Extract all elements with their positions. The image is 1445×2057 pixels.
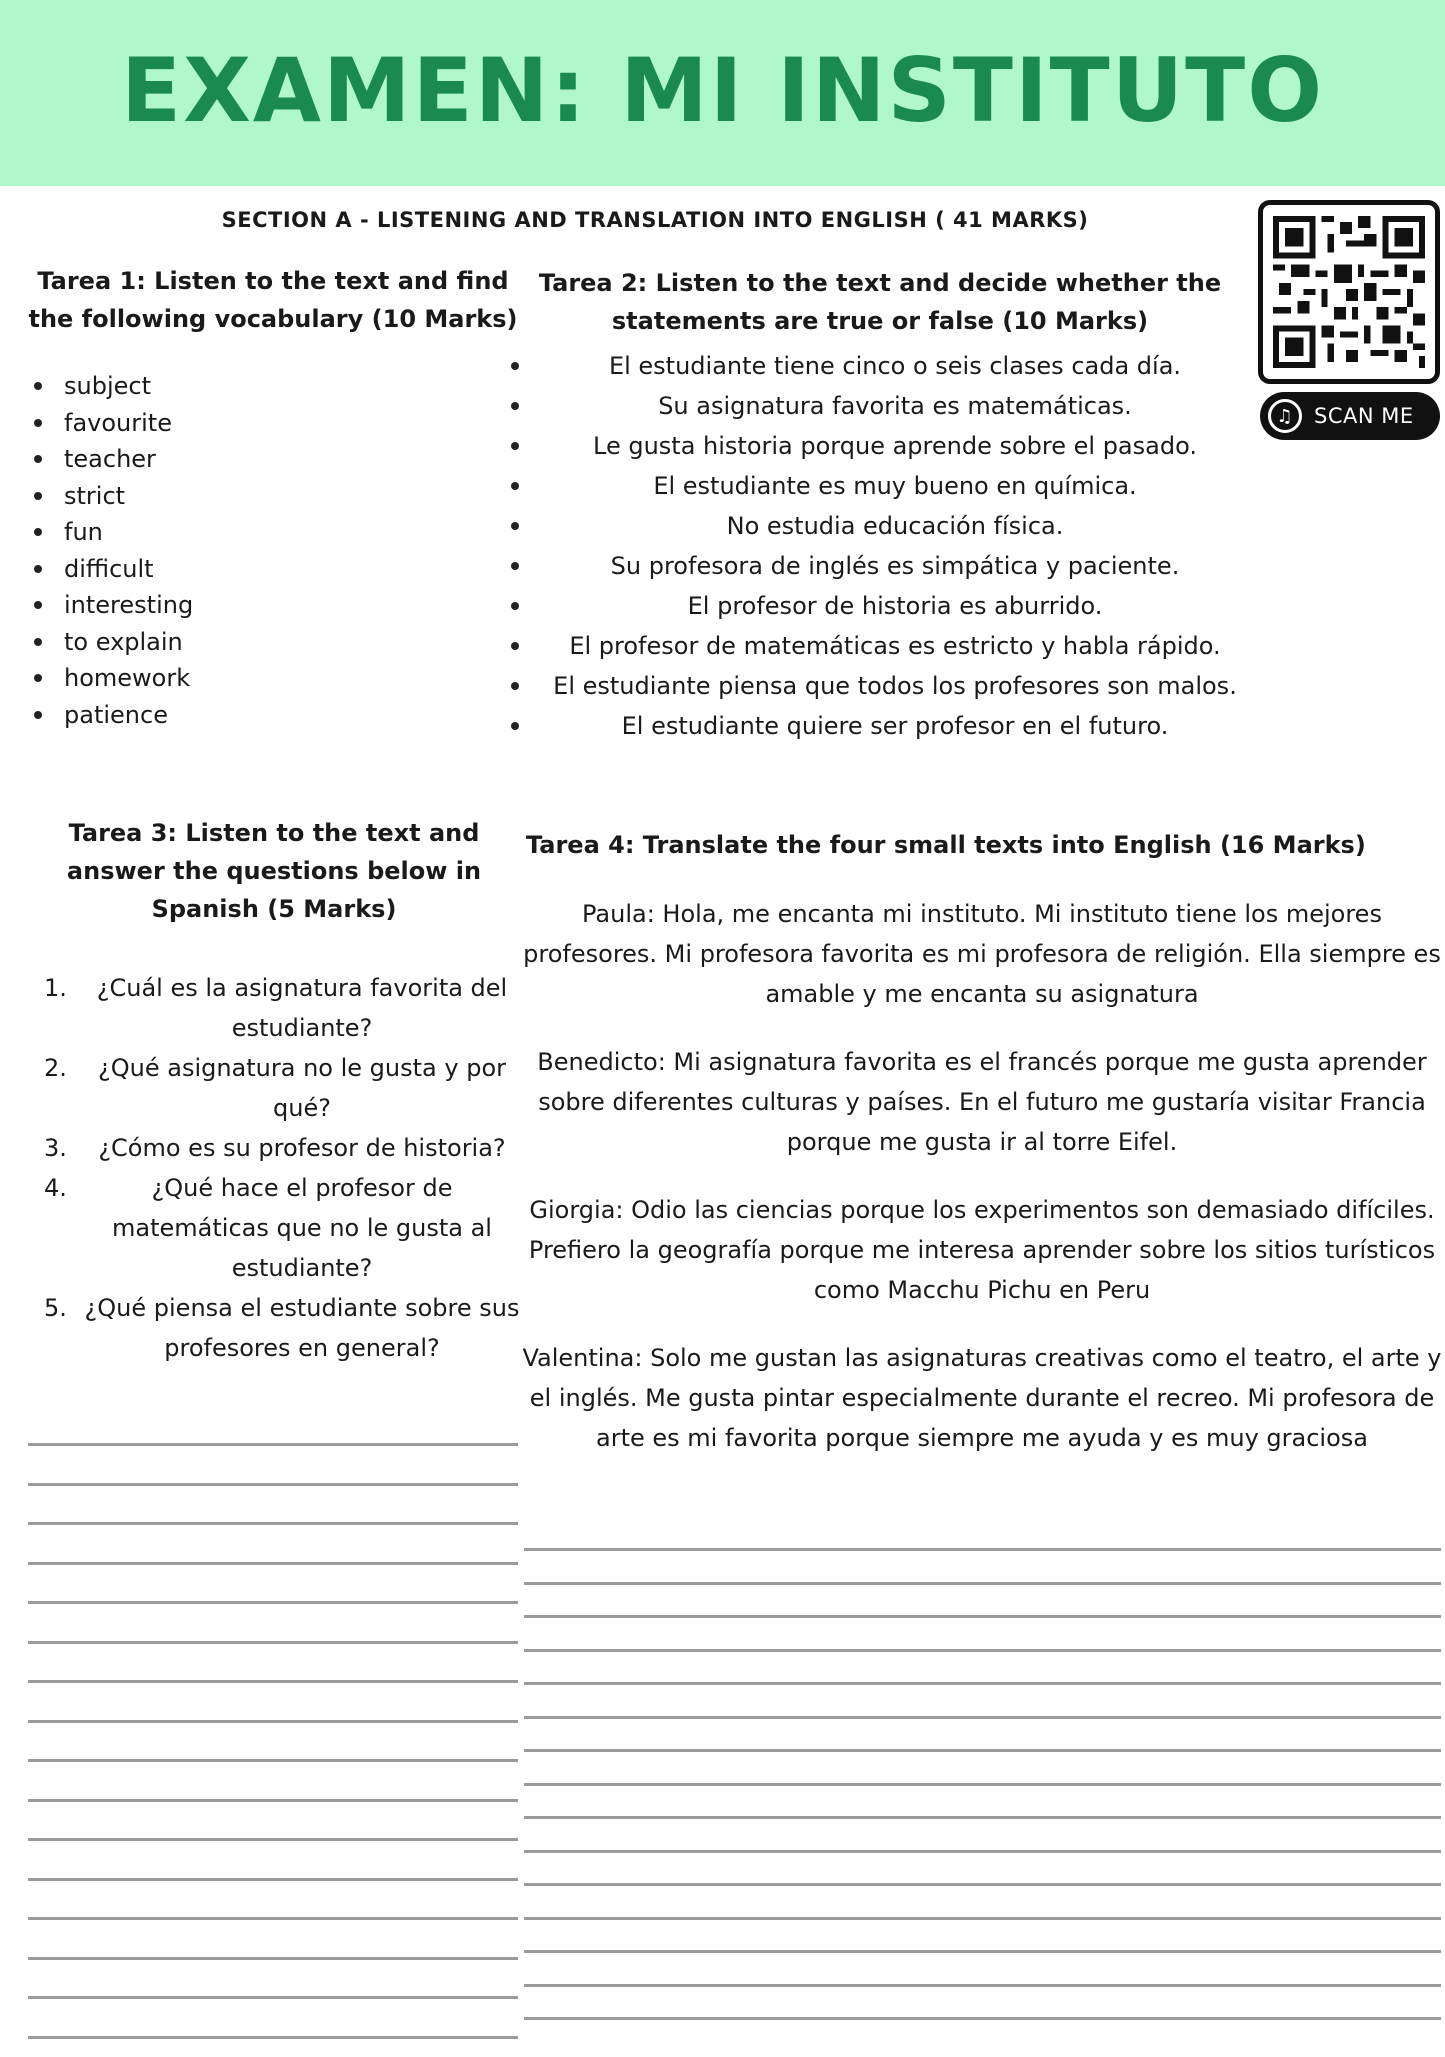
answer-line[interactable]	[524, 1749, 1441, 1752]
list-item: interesting	[34, 587, 518, 624]
answer-lines-left[interactable]	[28, 1443, 518, 2057]
answer-line[interactable]	[28, 1957, 518, 1960]
tarea-1-heading: Tarea 1: Listen to the text and find the following vocabulary (10 Marks)	[28, 267, 518, 333]
answer-line[interactable]	[524, 2017, 1441, 2020]
tarea-3	[28, 814, 520, 1368]
list-item: teacher	[34, 441, 518, 478]
true-false-list	[500, 346, 1260, 746]
answer-line[interactable]	[524, 1816, 1441, 1819]
answer-line[interactable]	[28, 1562, 518, 1565]
list-item: patience	[34, 697, 518, 734]
answer-line[interactable]	[524, 1950, 1441, 1953]
qr-code-icon	[1273, 215, 1425, 369]
answer-line[interactable]	[524, 1716, 1441, 1719]
tarea-4	[522, 826, 1442, 1458]
section-a-heading: SECTION A - LISTENING AND TRANSLATION INTO ENGLISH ( 41 MARKS)	[221, 208, 1089, 232]
answer-line[interactable]	[28, 1917, 518, 1920]
list-item: El profesor de matemáticas es estricto y habla rápido.	[500, 626, 1260, 666]
answer-line[interactable]	[28, 1759, 518, 1762]
list-item: El estudiante es muy bueno en química.	[500, 466, 1260, 506]
text-paula: Paula: Hola, me encanta mi instituto. Mi instituto tiene los mejores profesores. Mi profesora favorita es mi profesora de religión. Ella siempre es amable y me encanta su asignatura	[523, 900, 1441, 1008]
answer-line[interactable]	[524, 1917, 1441, 1920]
list-item: fun	[34, 514, 518, 551]
vocabulary-list	[28, 368, 518, 733]
list-item: to explain	[34, 624, 518, 661]
list-item: El estudiante piensa que todos los profesores son malos.	[500, 666, 1260, 706]
list-item: difficult	[34, 551, 518, 588]
list-item: 3. ¿Cómo es su profesor de historia?	[44, 1134, 506, 1162]
list-item: 5. ¿Qué piensa el estudiante sobre sus profesores en general?	[44, 1294, 520, 1362]
list-item: 2. ¿Qué asignatura no le gusta y por qué?	[44, 1054, 506, 1122]
tarea-1	[28, 262, 518, 733]
tarea-2-heading: Tarea 2: Listen to the text and decide whether the statements are true or false (10 Marks)	[538, 269, 1222, 335]
answer-line[interactable]	[524, 1783, 1441, 1786]
list-item: El estudiante tiene cinco o seis clases cada día.	[500, 346, 1260, 386]
answer-line[interactable]	[524, 1883, 1441, 1886]
scan-me-badge	[1260, 392, 1440, 440]
text-giorgia: Giorgia: Odio las ciencias porque los experimentos son demasiado difíciles. Prefiero la geografía porque me interesa aprender sobre los sitios turísticos como Macchu Pichu en Peru	[528, 1196, 1436, 1304]
text-benedicto: Benedicto: Mi asignatura favorita es el francés porque me gusta aprender sobre diferentes culturas y países. En el futuro me gustaría visitar Francia porque me gusta ir al torre Eifel.	[537, 1048, 1427, 1156]
list-item: El profesor de historia es aburrido.	[500, 586, 1260, 626]
answer-line[interactable]	[524, 1582, 1441, 1585]
qr-code[interactable]	[1258, 200, 1440, 384]
list-item: strict	[34, 478, 518, 515]
list-item: 1. ¿Cuál es la asignatura favorita del estudiante?	[44, 974, 508, 1042]
list-item: Su profesora de inglés es simpática y paciente.	[500, 546, 1260, 586]
answer-line[interactable]	[28, 1838, 518, 1841]
list-item: No estudia educación física.	[500, 506, 1260, 546]
answer-lines-right[interactable]	[524, 1548, 1441, 2051]
answer-line[interactable]	[28, 1878, 518, 1881]
list-item: homework	[34, 660, 518, 697]
list-item: 4. ¿Qué hace el profesor de matemáticas que no le gusta al estudiante?	[44, 1174, 492, 1282]
list-item: El estudiante quiere ser profesor en el futuro.	[500, 706, 1260, 746]
question-list	[28, 968, 520, 1368]
text-valentina: Valentina: Solo me gustan las asignaturas creativas como el teatro, el arte y el inglés. Me gusta pintar especialmente durante el recreo. Mi profesora de arte es mi favorita porque siempre me ayuda y es muy graciosa	[522, 1344, 1442, 1452]
answer-line[interactable]	[524, 1850, 1441, 1853]
answer-line[interactable]	[28, 2036, 518, 2039]
scan-me-label: SCAN ME	[1314, 404, 1414, 428]
list-item: subject	[34, 368, 518, 405]
tarea-2	[500, 264, 1260, 746]
answer-line[interactable]	[524, 1682, 1441, 1685]
list-item: Su asignatura favorita es matemáticas.	[500, 386, 1260, 426]
answer-line[interactable]	[524, 1615, 1441, 1618]
answer-line[interactable]	[524, 1649, 1441, 1652]
list-item: Le gusta historia porque aprende sobre el pasado.	[500, 426, 1260, 466]
answer-line[interactable]	[524, 1984, 1441, 1987]
answer-line[interactable]	[28, 1443, 518, 1446]
answer-line[interactable]	[28, 1641, 518, 1644]
answer-line[interactable]	[28, 1996, 518, 1999]
answer-line[interactable]	[28, 1522, 518, 1525]
answer-line[interactable]	[28, 1799, 518, 1802]
answer-line[interactable]	[28, 1720, 518, 1723]
answer-line[interactable]	[28, 1483, 518, 1486]
tarea-3-heading: Tarea 3: Listen to the text and answer the questions below in Spanish (5 Marks)	[66, 819, 482, 923]
answer-line[interactable]	[524, 1548, 1441, 1551]
music-note-icon: ♫	[1268, 399, 1302, 433]
page-title: EXAMEN: MI INSTITUTO	[120, 38, 1325, 142]
answer-line[interactable]	[28, 1601, 518, 1604]
title-banner	[0, 0, 1445, 186]
tarea-4-heading: Tarea 4: Translate the four small texts into English (16 Marks)	[526, 831, 1366, 859]
list-item: favourite	[34, 405, 518, 442]
answer-line[interactable]	[28, 1680, 518, 1683]
